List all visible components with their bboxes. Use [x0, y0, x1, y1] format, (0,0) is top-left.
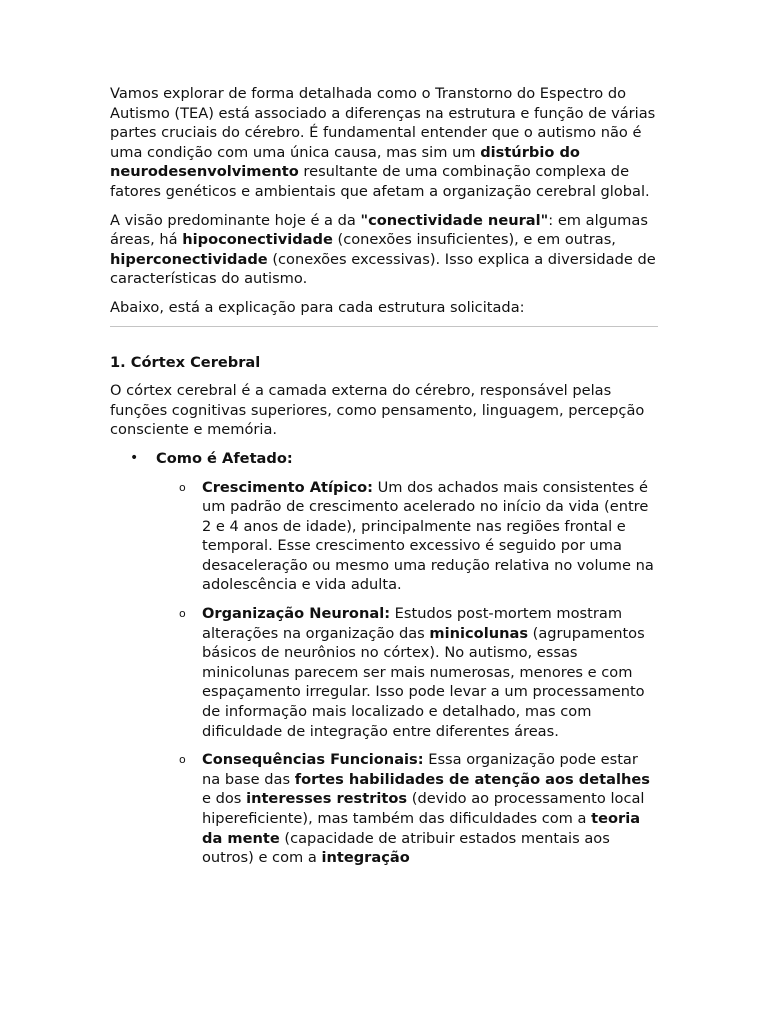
bullet-list	[110, 449, 658, 868]
sub-item-text: e dos	[202, 790, 247, 808]
sub-item-crescimento	[156, 478, 658, 596]
sub-item-text: (agrupamentos básicos de neurônios no córtex). No autismo, essas minicolunas parecem ser mais numerosas, menores e com espaçamento irregular. Isso pode levar a um processamento de informação mais localizado e detalhado, mas com dificuldade de integração entre diferentes áreas.	[202, 624, 645, 740]
sub-item-consequencias	[156, 750, 658, 868]
document-page	[110, 84, 658, 868]
sub-item-bold-term: fortes habilidades de atenção aos detalhes	[294, 770, 650, 788]
bullet-item-como-afetado	[110, 449, 658, 868]
intro-p2-text-c: : em algumas áreas, há	[110, 211, 648, 249]
intro-paragraph-1	[110, 84, 658, 202]
intro-p1-text-a: Vamos explorar de forma detalhada como o Transtorno do Espectro do Autismo (TEA) está associado a diferenças na estrutura e função de várias partes cruciais do cérebro. É fundamental entender que o autismo não é uma condição com uma única causa, mas sim um	[110, 85, 656, 161]
sub-item-text: Essa organização pode estar na base das	[202, 751, 638, 788]
sub-item-bold-term: minicolunas	[429, 624, 529, 642]
sub-item-text: Um dos achados mais consistentes é um padrão de crescimento acelerado no início da vida (entre 2 e 4 anos de idade), principalmente nas regiões frontal e temporal. Esse crescimento excessivo é seguido por uma desaceleração ou mesmo uma redução relativa no volume na adolescência e vida adulta.	[202, 478, 654, 594]
sub-item-bold-term: integração	[321, 849, 410, 867]
intro-p2-text-e: (conexões insuficientes), e em outras,	[332, 231, 616, 249]
horizontal-divider	[110, 326, 658, 327]
intro-p2-text-g: (conexões excessivas). Isso explica a diversidade de características do autismo.	[110, 250, 656, 288]
section-description: O córtex cerebral é a camada externa do cérebro, responsável pelas funções cognitivas superiores, como pensamento, linguagem, percepção consciente e memória.	[110, 382, 645, 439]
sub-bullet-circle-icon: o	[179, 480, 186, 494]
section-heading: 1. Córtex Cerebral	[110, 353, 261, 371]
sub-item-label: Crescimento Atípico:	[202, 478, 373, 496]
sub-item-label: Consequências Funcionais:	[202, 751, 424, 769]
sub-item-label: Organização Neuronal:	[202, 605, 391, 623]
sub-item-organizacao	[156, 604, 658, 741]
sub-bullet-circle-icon: o	[179, 607, 186, 621]
intro-p2-text-a: A visão predominante hoje é a da	[110, 211, 361, 229]
intro-p2-bold-hiper: hiperconectividade	[110, 250, 268, 268]
intro-paragraph-2	[110, 211, 658, 289]
sub-item-text: Estudos post-mortem mostram alterações na organização das	[202, 605, 623, 642]
intro-p2-bold-hipo: hipoconectividade	[182, 231, 333, 249]
intro-paragraph-3: Abaixo, está a explicação para cada estrutura solicitada:	[110, 298, 525, 316]
sub-item-bold-term: interesses restritos	[246, 790, 408, 808]
intro-p2-bold-conectividade: "conectividade neural"	[360, 211, 549, 229]
intro-p1-text-c: resultante de uma combinação complexa de fatores genéticos e ambientais que afetam a organização cerebral global.	[110, 163, 650, 200]
intro-p1-bold-term: distúrbio do neurodesenvolvimento	[110, 143, 580, 181]
sub-item-text: (capacidade de atribuir estados mentais aos outros) e com a	[202, 829, 610, 867]
sub-bullet-circle-icon: o	[179, 753, 186, 767]
bullet-disc-icon: •	[130, 449, 139, 466]
bullet-label: Como é Afetado:	[156, 449, 293, 467]
sub-item-bold-term: teoria da mente	[202, 810, 641, 847]
sub-item-text: (devido ao processamento local hipereficiente), mas também das dificuldades com a	[202, 790, 645, 827]
sub-list	[156, 478, 658, 868]
